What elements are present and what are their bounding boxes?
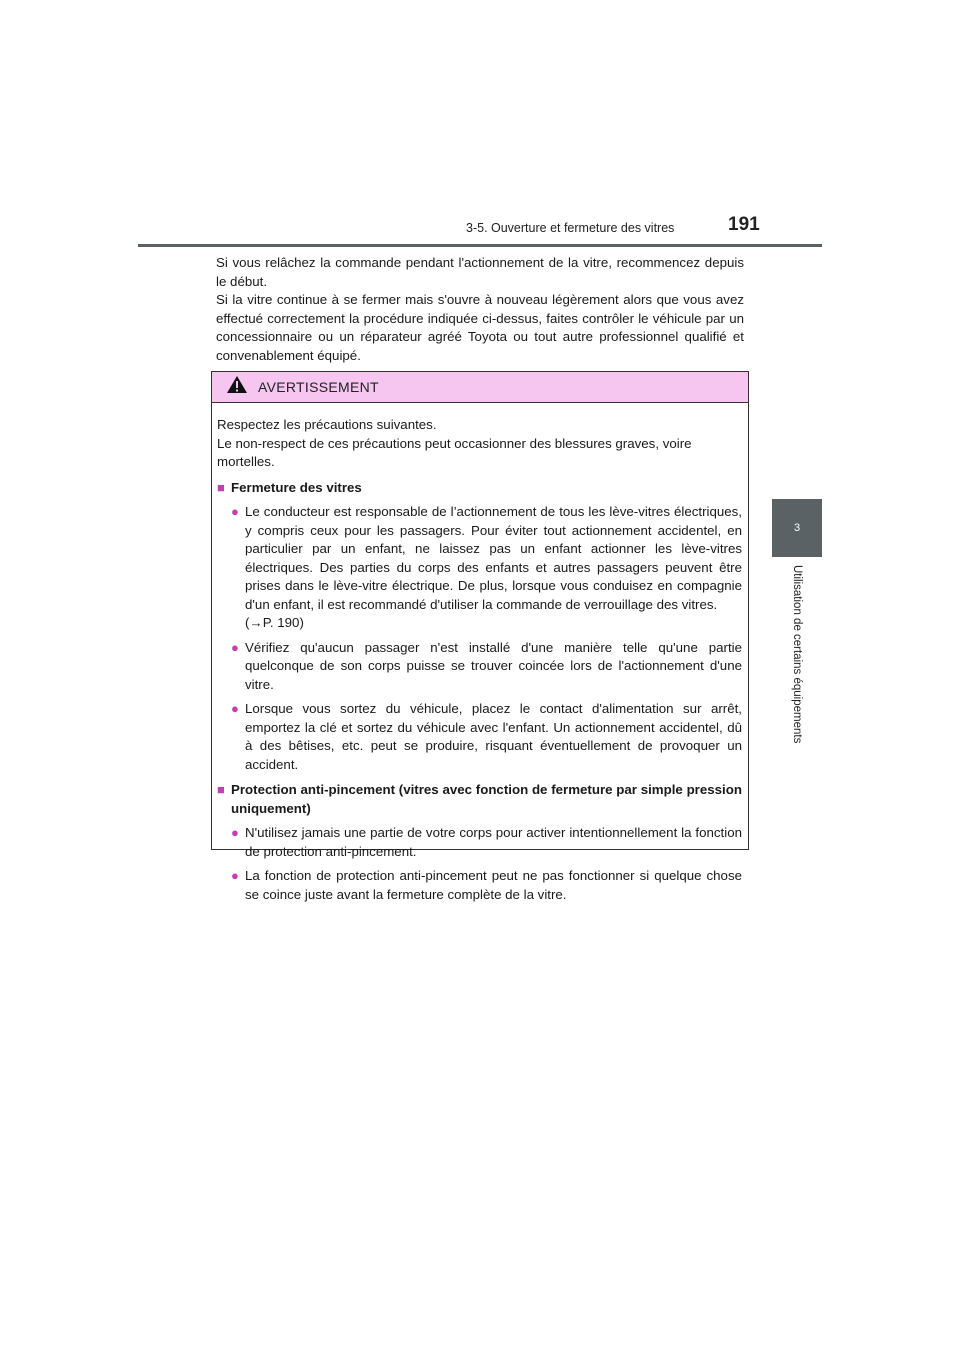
section-heading-text: Fermeture des vitres — [231, 479, 362, 495]
chapter-title: Utilisation de certains équipements — [791, 565, 803, 744]
list-item — [217, 700, 742, 774]
square-bullet-icon: ■ — [217, 782, 225, 797]
warning-box — [211, 371, 749, 902]
list-item-text: Le conducteur est responsable de l’actionnement de tous les lève-vitres électriques, y compris ceux pour les passagers. Pour éviter tout actionnement accidentel, en particulier par un enfant, ne laissez pas un enfant actionner les lève-vitres électriques. Des parties du corps des enfants et autres passagers peuvent être prises dans le lève-vitre électrique. De plus, lorsque vous conduisez en compagnie d'un enfant, il est recommandé d'utiliser la commande de verrouillage des vitres. — [245, 504, 742, 612]
list-item — [217, 824, 742, 861]
list-item-text: N'utilisez jamais une partie de votre corps pour activer intentionnellement la fonction de protection anti-pincement. — [245, 825, 742, 859]
warning-triangle-icon — [226, 375, 248, 399]
round-bullet-icon: ● — [231, 639, 239, 655]
page-number: 191 — [728, 214, 760, 235]
list-item — [217, 503, 742, 633]
square-bullet-icon: ■ — [217, 479, 225, 495]
warning-header — [212, 372, 748, 403]
list-item-text: Vérifiez qu'aucun passager n'est installé d'une manière telle qu'une partie quelconque de son corps puisse se trouver coincée lors de l'actionnement d'une vitre. — [245, 639, 742, 692]
warning-body — [212, 403, 748, 904]
page-reference-link[interactable]: (→P. 190) — [245, 615, 304, 630]
intro-paragraph: Si vous relâchez la commande pendant l'actionnement de la vitre, recommencez depuis le début. — [216, 255, 744, 289]
round-bullet-icon: ● — [231, 701, 239, 716]
list-item-text: Lorsque vous sortez du véhicule, placez le contact d'alimentation sur arrêt, emportez la clé et sortez du véhicule avec l'enfant. Un actionnement accidentel, dû à des bêtises, etc. peut se produire, risquant éventuellement de provoquer un accident. — [245, 701, 742, 772]
list-item — [217, 639, 742, 695]
intro-text — [216, 254, 744, 365]
round-bullet-icon: ● — [231, 868, 239, 883]
section-heading — [217, 781, 742, 818]
list-item — [217, 867, 742, 904]
warning-intro-line: Le non-respect de ces précautions peut occasionner des blessures graves, voire mortelles. — [217, 435, 692, 469]
list-item-text: La fonction de protection anti-pincement peut ne pas fonctionner si quelque chose se coince juste avant la fermeture complète de la vitre. — [245, 868, 742, 902]
section-heading — [217, 479, 742, 498]
header-section-title: 3-5. Ouverture et fermeture des vitres — [466, 221, 675, 235]
header-rule — [138, 244, 822, 247]
round-bullet-icon: ● — [231, 504, 239, 519]
intro-paragraph: Si la vitre continue à se fermer mais s'ouvre à nouveau légèrement alors que vous avez effectué correctement la procédure indiquée ci-dessus, faites contrôler le véhicule par un concessionnaire ou un réparateur agréé Toyota ou tout autre professionnel qualifié et convenablement équipé. — [216, 292, 744, 363]
chapter-tab[interactable]: 3 — [772, 499, 822, 557]
warning-intro-line: Respectez les précautions suivantes. — [217, 417, 437, 432]
warning-title: AVERTISSEMENT — [258, 379, 379, 395]
round-bullet-icon: ● — [231, 825, 239, 840]
section-heading-text: Protection anti-pincement (vitres avec fonction de fermeture par simple pression uniquement) — [231, 782, 742, 816]
